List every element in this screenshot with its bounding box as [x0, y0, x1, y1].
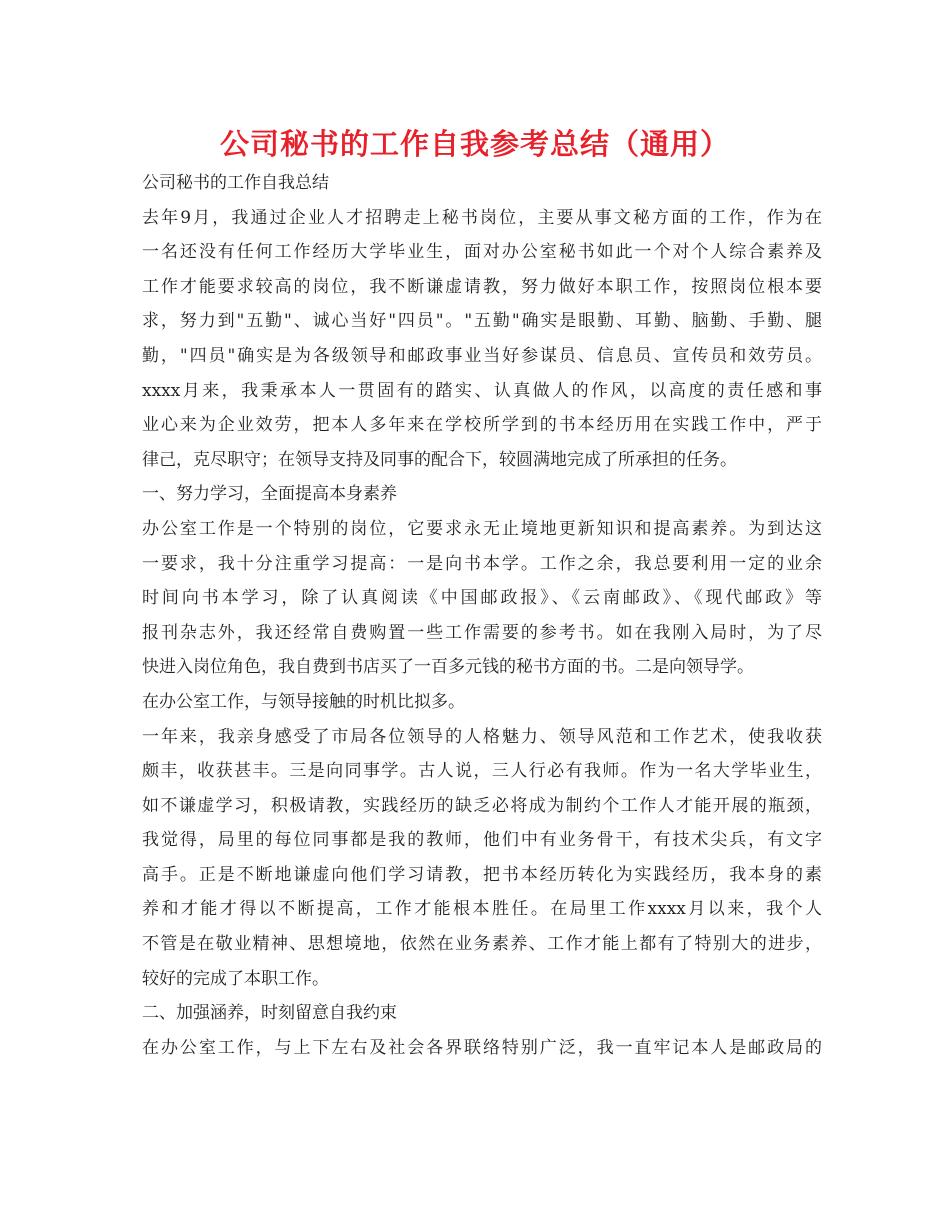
- text-line: 一名还没有任何工作经历大学毕业生，面对办公室秘书如此一个对个人综合素养及: [142, 242, 822, 263]
- text-line: 不管是在敬业精神、思想境地，依然在业务素养、工作才能上都有了特别大的进步，: [142, 934, 822, 955]
- text-line: 工作才能要求较高的岗位，我不断谦虚请教，努力做好本职工作，按照岗位根本要: [142, 276, 822, 297]
- text-line: 去年9月，我通过企业人才招聘走上秘书岗位，主要从事文秘方面的工作，作为在: [142, 207, 822, 228]
- text-line: 养和才能才得以不断提高，工作才能根本胜任。在局里工作xxxx月以来，我个人: [142, 899, 822, 920]
- text-line: 在办公室工作，与上下左右及社会各界联络特别广泛，我一直牢记本人是邮政局的: [142, 1037, 822, 1058]
- text-line: 快进入岗位角色，我自费到书店买了一百多元钱的秘书方面的书。二是向领导学。: [142, 657, 754, 678]
- text-line: 一要求，我十分注重学习提高：一是向书本学。工作之余，我总要利用一定的业余: [142, 553, 822, 574]
- text-line: xxxx月来，我秉承本人一贯固有的踏实、认真做人的作风，以高度的责任感和事: [142, 380, 822, 401]
- text-line: 时间向书本学习，除了认真阅读《中国邮政报》、《云南邮政》、《现代邮政》等: [142, 588, 822, 609]
- text-line: 较好的完成了本职工作。: [142, 968, 329, 989]
- text-line: 报刊杂志外，我还经常自费购置一些工作需要的参考书。如在我刚入局时，为了尽: [142, 622, 822, 643]
- text-line: 办公室工作是一个特别的岗位，它要求永无止境地更新知识和提高素养。为到达这: [142, 518, 822, 539]
- text-line: 求，努力到"五勤"、诚心当好"四员"。"五勤"确实是眼勤、耳勤、脑勤、手勤、腿: [142, 311, 822, 332]
- document-body: [142, 166, 822, 1065]
- document-title: 公司秘书的工作自我参考总结（通用）: [219, 127, 730, 161]
- text-line: 业心来为企业效劳，把本人多年来在学校所学到的书本经历用在实践工作中，严于: [142, 415, 822, 436]
- text-line: 勤，"四员"确实是为各级领导和邮政事业当好参谋员、信息员、宣传员和效劳员。: [142, 345, 822, 366]
- text-line: 颇丰，收获甚丰。三是向同事学。古人说，三人行必有我师。作为一名大学毕业生，: [142, 761, 822, 782]
- text-line: 律己，克尽职守；在领导支持及同事的配合下，较圆满地完成了所承担的任务。: [142, 449, 737, 470]
- text-line: 一年来，我亲身感受了市局各位领导的人格魅力、领导风范和工作艺术，使我收获: [142, 726, 822, 747]
- text-line: 高手。正是不断地谦虚向他们学习请教，把书本经历转化为实践经历，我本身的素: [142, 864, 822, 885]
- text-line: 我觉得，局里的每位同事都是我的教师，他们中有业务骨干，有技术尖兵，有文字: [142, 830, 822, 851]
- text-line: 一、努力学习，全面提高本身素养: [142, 484, 397, 505]
- text-line: 在办公室工作，与领导接触的时机比拟多。: [142, 691, 465, 712]
- text-line: 公司秘书的工作自我总结: [142, 173, 329, 193]
- text-line: 如不谦虚学习，积极请教，实践经历的缺乏必将成为制约个工作人才能开展的瓶颈，: [142, 795, 822, 816]
- text-line: 二、加强涵养，时刻留意自我约束: [142, 1003, 397, 1024]
